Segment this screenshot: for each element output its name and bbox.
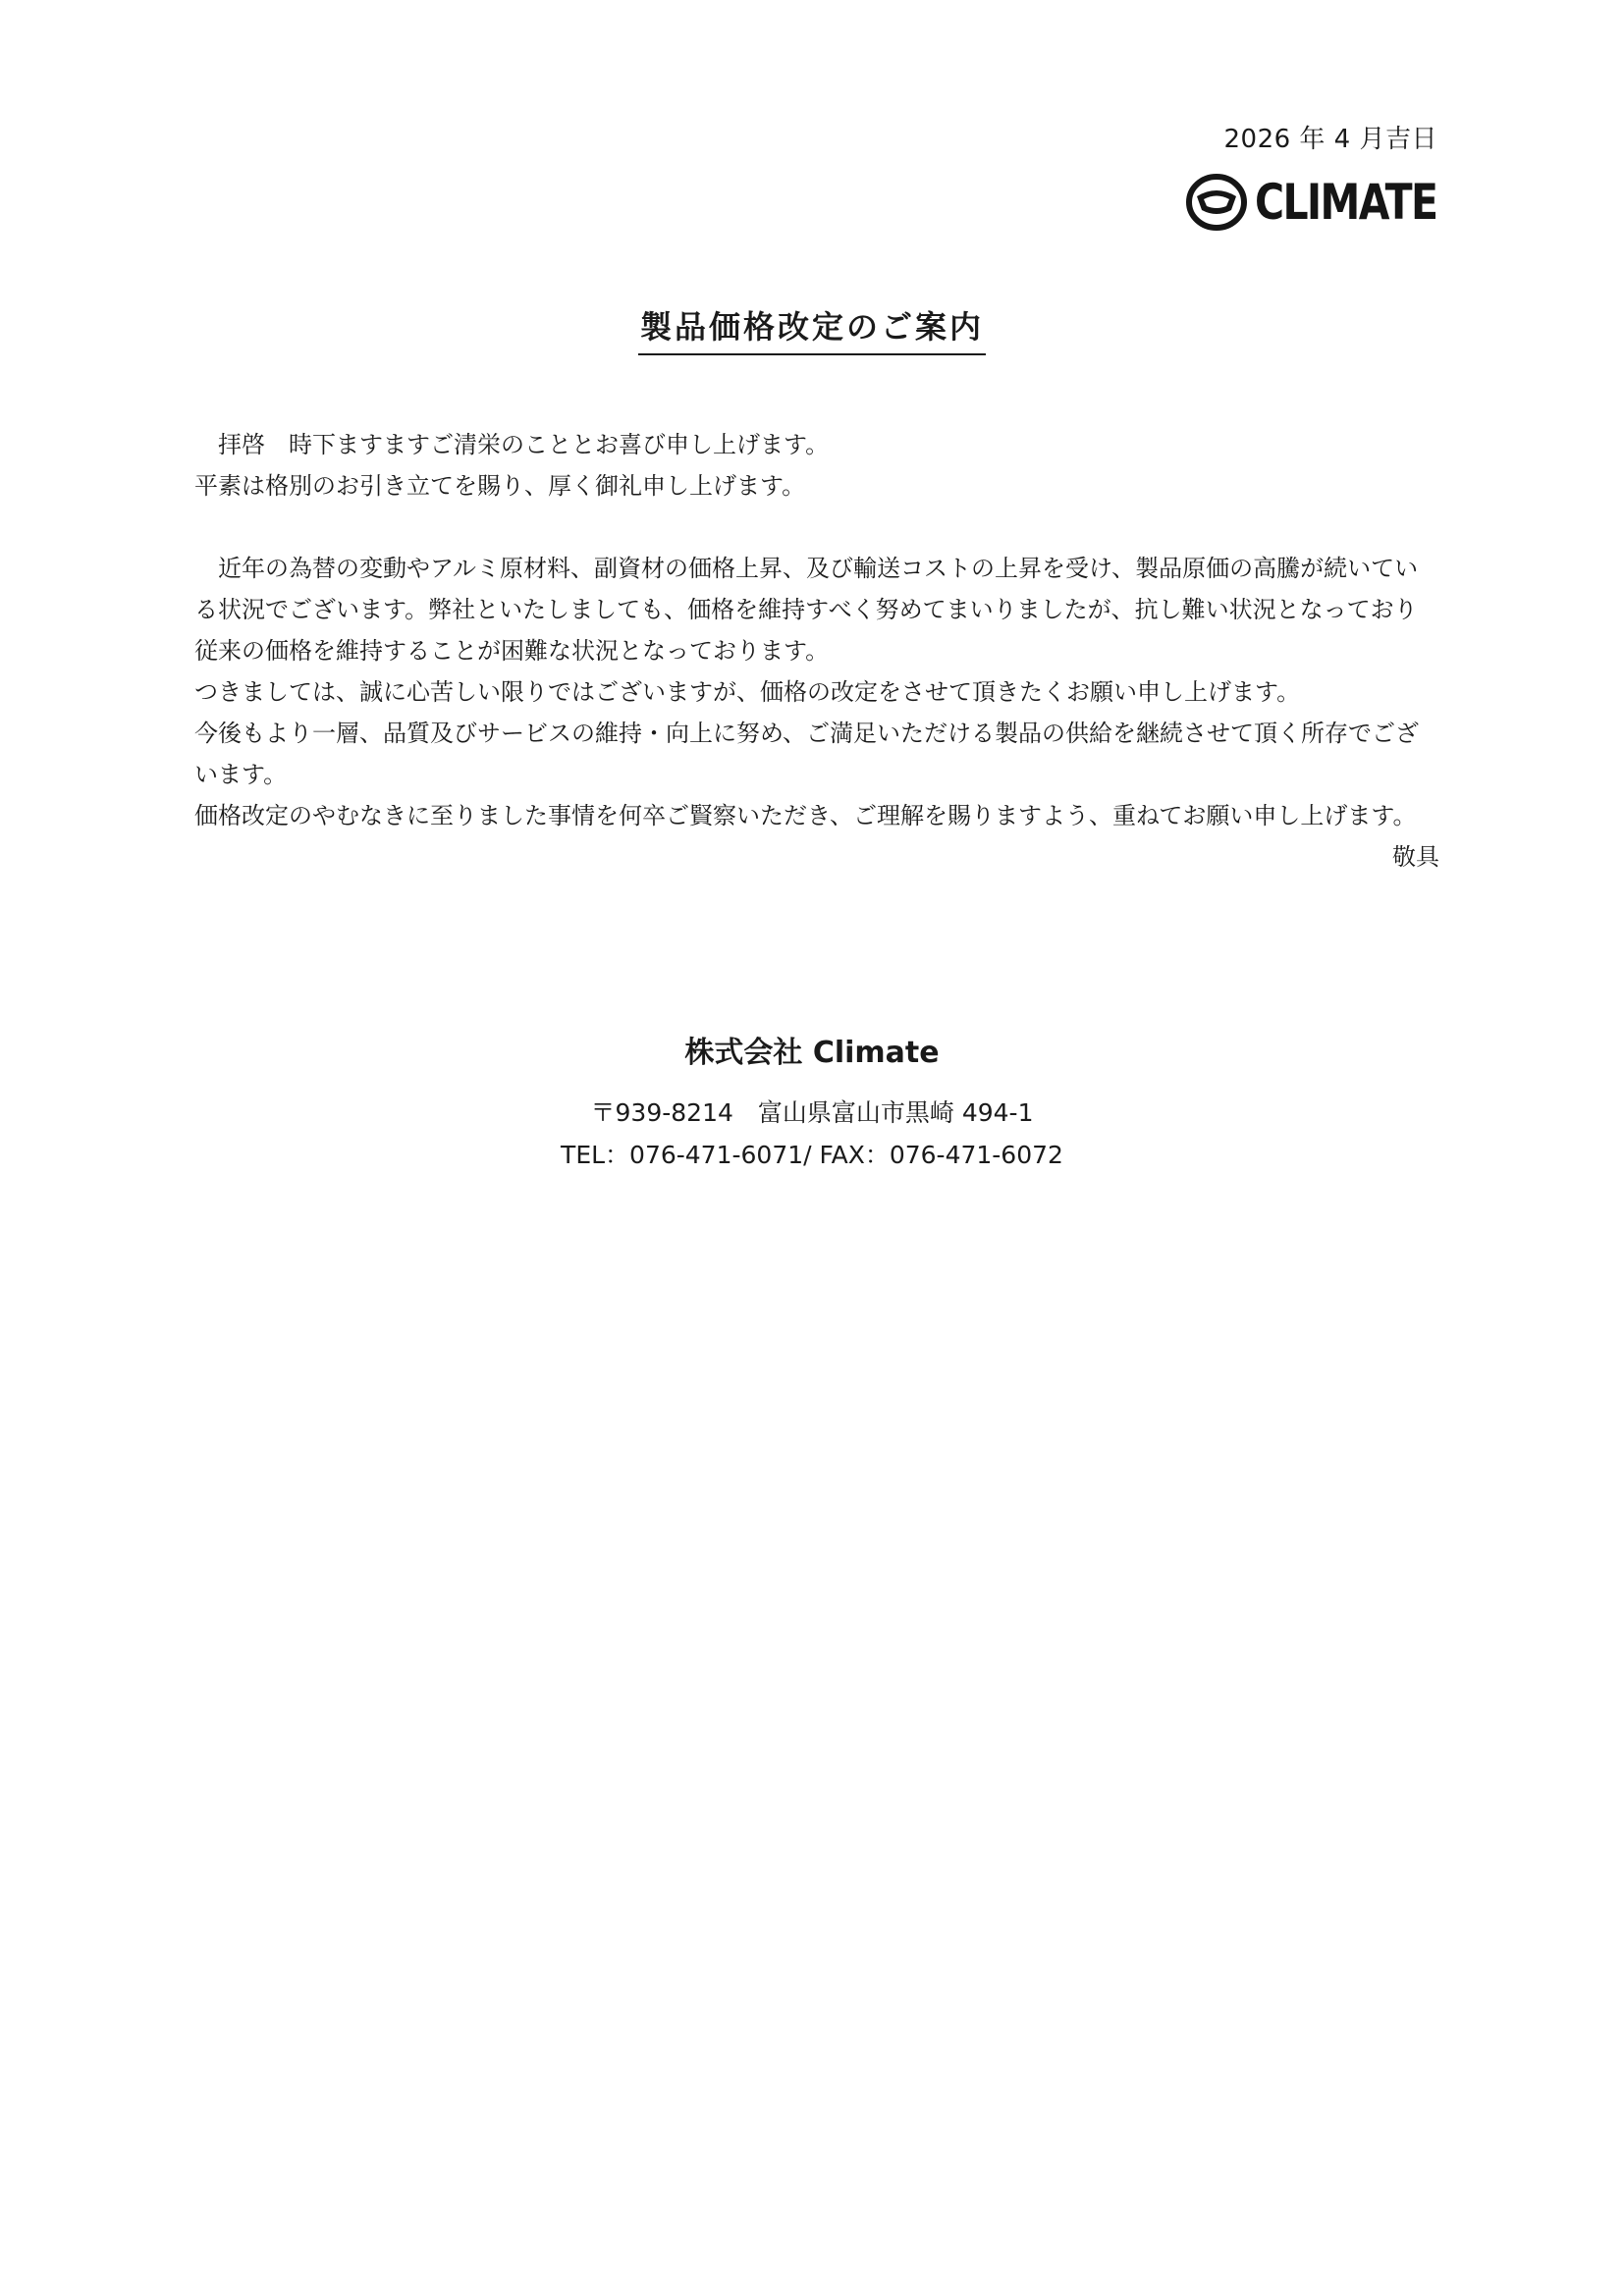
company-address: 〒939-8214 富山県富山市黒崎 494-1 bbox=[590, 1098, 1034, 1127]
paragraph-spacer bbox=[194, 507, 1439, 548]
body-paragraph: 価格改定のやむなきに至りました事情を何卒ご賢察いただき、ご理解を賜りますよう、重ねてお願い申し上げます。 bbox=[194, 802, 1417, 829]
body-paragraph: 今後もより一層、品質及びサービスの維持・向上に努め、ご満足いただける製品の供給を継続させて頂く所存でございます。 bbox=[194, 720, 1420, 788]
letter-body bbox=[194, 424, 1439, 878]
greeting-line: 拝啓 時下ますますご清栄のこととお喜び申し上げます。 bbox=[218, 431, 830, 458]
logo-wordmark: CLIMATE bbox=[1255, 174, 1437, 231]
company-logo bbox=[1186, 173, 1439, 232]
greeting-line: 平素は格別のお引き立てを賜り、厚く御礼申し上げます。 bbox=[194, 472, 806, 500]
closing-word: 敬具 bbox=[1392, 843, 1439, 871]
company-info bbox=[0, 1029, 1624, 1176]
climate-emblem-icon bbox=[1186, 173, 1247, 232]
body-paragraph: 近年の為替の変動やアルミ原材料、副資材の価格上昇、及び輸送コストの上昇を受け、製品原価の高騰が続いている状況でございます。弊社といたしましても、価格を維持すべく努めてまいりましたが、抗し難い状況となっており従来の価格を維持することが困難な状況となっております。 bbox=[194, 555, 1419, 665]
document-title: 製品価格改定のご案内 bbox=[638, 304, 986, 355]
issue-date: 2026 年 4 月吉日 bbox=[1223, 125, 1437, 154]
body-paragraph: つきましては、誠に心苦しい限りではございますが、価格の改定をさせて頂きたくお願い申し上げます。 bbox=[194, 678, 1301, 706]
title-container bbox=[0, 304, 1624, 355]
company-name: 株式会社 Climate bbox=[684, 1036, 940, 1070]
company-contact: TEL：076-471-6071/ FAX：076-471-6072 bbox=[561, 1141, 1063, 1169]
